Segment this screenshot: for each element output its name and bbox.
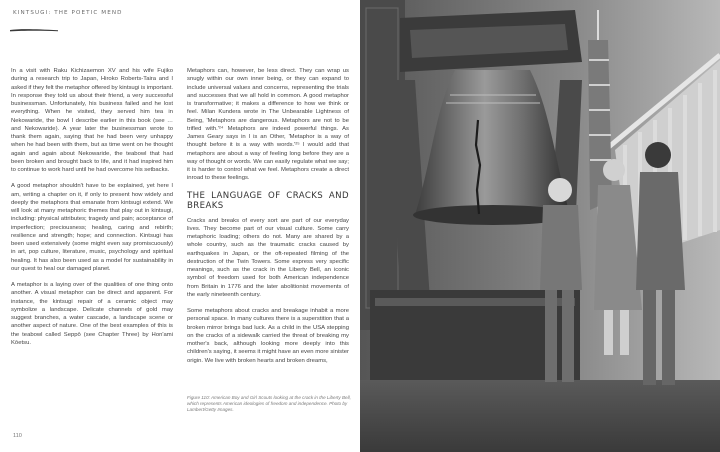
left-column <box>11 67 173 355</box>
liberty-bell-photo <box>360 0 720 452</box>
paragraph: A good metaphor shouldn't have to be explained, yet here I am, writing a chapter on it, if only to present how widely and deeply the metaphors that emanate from kintsugi extend. We will look at many metaphoric themes that play out in kintsugi, including: physical attributes; tragedy and pain; acceptance of imperfection; preciousness; healing, caring and rebirth; resilience and strength; hope; and connection. Kintsugi has been used extensively (some might even say promiscuously) in art, pop culture, literature, music, psychology and spiritual healing. It has also been used as a model for sustainability in our quest to heal our damaged planet. <box>11 183 173 272</box>
figure-caption: Figure 110: American Boy and Girl Scouts looking at the crack in the Liberty Bell, which represents American ideologies of freedom and independence. Photo by Lambert/Getty Images. <box>187 395 351 413</box>
paragraph: Some metaphors about cracks and breakage inhabit a more personal space. In many cultures there is a superstition that a broken mirror brings bad luck. As a child in the USA stepping on the cracks of a sidewalk carried the threat of breaking my mother's back, although looking more deeply into this children's saying, it seems it might have an even more sinister origin. We live with broken hearts and broken dreams, <box>187 308 349 364</box>
section-heading: THE LANGUAGE OF CRACKS AND BREAKS <box>187 190 349 211</box>
photo-illustration <box>360 0 720 452</box>
paragraph: Metaphors can, however, be less direct. They can wrap us snugly within our own inner being, or they can expand to include universal values and concerns, representing the trials and successes that we all hold in common. A good metaphor is transformative; it makes a difference to how we think or feel. Milan Kundera wrote in The Unbearable Lightness of Being, 'Metaphors are dangerous. Metaphors are not to be trifled with.'²⁴ Metaphors are indeed powerful things. As James Geary says in I is an Other, 'Metaphor is a way of thought before it is a way with words.'²⁵ I would add that metaphors are about a way of feeling long before they are a way of thought or words. We can easily regulate what we say; it is harder to control what we feel. Metaphors create a direct inroad to these feelings. <box>187 68 349 182</box>
brush-stroke-ornament <box>10 27 58 32</box>
paragraph: A metaphor is a laying over of the qualities of one thing onto another. A visual metaphor can be direct and apparent. For instance, the kintsugi repair of a ceramic object may symbolize a landscape. Delicate channels of gold may suggest branches, a water cascade, a landscape scene or another aspect of nature. One of the best examples of this is the teabowl called Seppō (see Chapter Three) by Hon'ami Kōetsu. <box>11 282 173 346</box>
paragraph: In a visit with Raku Kichizaemon XV and his wife Fujiko during a research trip to Japan, Hiroko Roberts-Taira and I asked if they felt the metaphor offered by kintsugi is important. In response they told us about their friend, a very successful businessman. Unfortunately, his business failed and he lost everything. When he visited, they served him tea in Nekowaride, the bowl I describe earlier in this book (see …and Nekowaride). A year later the businessman wrote to thank them again, saying that he had been very unhappy when he had been with them, but as time went on he thought again and again about Nekowaride, the teabowl that had been broken and brought back to life, and it had inspired him to continue to work hard until he had overcome his setbacks. <box>11 68 173 173</box>
right-column <box>187 67 349 373</box>
running-head: KINTSUGI: THE POETIC MEND <box>13 10 123 16</box>
paragraph: Cracks and breaks of every sort are part of our everyday lives. They become part of our visual culture. Some carry metaphoric loading; others do not. Many are shared by a whole country, such as the traumatic cracks caused by earthquakes in Japan, or the oft-repeated filming of the destruction of the Twin Towers. Some express very specific meanings, such as the crack in the Liberty Bell, an iconic symbol of freedom used for both American independence from Britain in 1776 and the later abolitionist movements of the early nineteenth century. <box>187 217 349 298</box>
page-number: 110 <box>13 433 22 439</box>
